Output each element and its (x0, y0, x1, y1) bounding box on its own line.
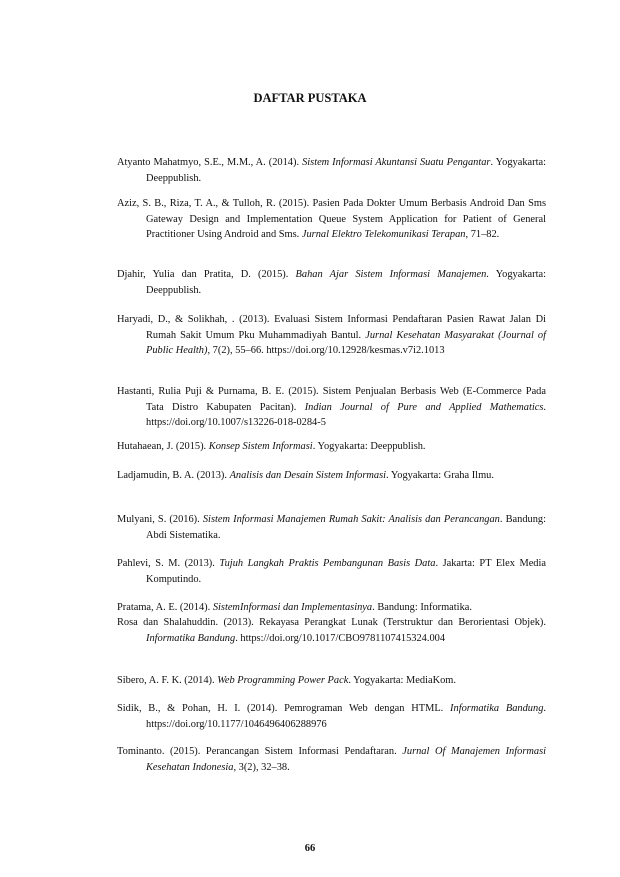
reference-entry (117, 673, 546, 689)
reference-title: Sistem Informasi Manajemen Rumah Sakit: Analisis dan Perancangan (202, 514, 500, 525)
reference-title: Indian Journal of Pure and Applied Mathematics (304, 401, 544, 413)
reference-entry (117, 512, 546, 543)
reference-tail: . Yogyakarta: Deeppublish. (146, 269, 547, 296)
reference-entry (117, 701, 546, 732)
reference-text: Pratama, A. E. (2014). (117, 602, 213, 613)
reference-text: Sibero, A. F. K. (2014). (117, 675, 218, 686)
reference-text: Sidik, B., & Pohan, H. I. (2014). Pemrograman Web dengan HTML. (117, 703, 451, 714)
reference-title: Tujuh Langkah Praktis Pembangunan Basis Data (219, 558, 436, 569)
reference-entry (117, 155, 546, 186)
reference-text: Hutahaean, J. (2015). (117, 441, 209, 452)
reference-tail: . Bandung: Abdi Sistematika. (146, 514, 547, 541)
reference-text: Tominanto. (2015). Perancangan Sistem Informasi Pendaftaran. (117, 746, 403, 757)
reference-entry (117, 439, 546, 455)
reference-tail: . Bandung: Informatika. (372, 602, 472, 613)
reference-text: Djahir, Yulia dan Pratita, D. (2015). (117, 269, 296, 280)
reference-text: Ladjamudin, B. A. (2013). (117, 470, 230, 481)
reference-entry (117, 556, 546, 587)
reference-text: Rosa dan Shalahuddin. (2013). Rekayasa Perangkat Lunak (Terstruktur dan Berorientasi Objek). (117, 617, 546, 628)
reference-title: Sistem Informasi Akuntansi Suatu Pengantar (302, 157, 491, 168)
reference-entry (117, 744, 546, 775)
reference-text: Hastanti, Rulia Puji & Purnama, B. E. (2015). Sistem Penjualan Berbasis Web (E-Commerce Pada Tata Distro Kabupaten Pacitan). (117, 386, 546, 413)
reference-title: Web Programming Power Pack (217, 675, 349, 686)
reference-title: Bahan Ajar Sistem Informasi Manajemen (295, 269, 487, 280)
reference-entry (117, 196, 546, 243)
reference-tail: . Yogyakarta: Deeppublish. (312, 441, 426, 452)
reference-tail: . Jakarta: PT Elex Media Komputindo. (146, 558, 547, 585)
reference-entry (117, 312, 546, 359)
reference-text: Pahlevi, S. M. (2013). (117, 558, 220, 569)
page-number: 66 (304, 843, 316, 854)
page-heading: DAFTAR PUSTAKA (253, 91, 367, 105)
reference-tail: . https://doi.org/10.1177/1046496406288976 (146, 703, 546, 730)
reference-tail: . https://doi.org/10.1007/s13226-018-0284-5 (146, 401, 547, 429)
reference-title: SistemInformasi dan Implementasinya (212, 602, 373, 613)
reference-text: Mulyani, S. (2016). (117, 514, 203, 525)
reference-tail: , 7(2), 55–66. https://doi.org/10.12928/kesmas.v7i2.1013 (207, 345, 445, 357)
reference-title: Jurnal Of Manajemen Informasi Kesehatan Indonesia (146, 746, 546, 773)
reference-tail: . Yogyakarta: MediaKom. (348, 675, 456, 686)
reference-title: Jurnal Elektro Telekomunikasi Terapan (301, 229, 466, 241)
reference-title: Konsep Sistem Informasi (208, 441, 313, 452)
reference-tail: . Yogyakarta: Graha Ilmu. (386, 470, 494, 481)
reference-tail: , 71–82. (465, 229, 500, 241)
reference-entry (117, 384, 546, 431)
reference-text: Atyanto Mahatmyo, S.E., M.M., A. (2014). (117, 157, 303, 168)
reference-title: Informatika Bandung (146, 632, 236, 644)
reference-title: Analisis dan Desain Sistem Informasi (229, 470, 387, 481)
reference-tail: , 3(2), 32–38. (233, 761, 290, 773)
reference-entry (117, 468, 546, 484)
reference-entry (117, 600, 546, 616)
reference-entry (117, 615, 546, 646)
reference-text: Haryadi, D., & Solikhah, . (2013). Evaluasi Sistem Informasi Pendaftaran Pasien Rawat Jalan Di Rumah Sakit Umum Pku Muhammadiyah Bantul. (117, 314, 546, 341)
reference-title: Jurnal Kesehatan Masyarakat (Journal of Public Health) (146, 329, 547, 357)
reference-title: Informatika Bandung (450, 703, 544, 714)
reference-tail: . Yogyakarta: Deeppublish. (146, 157, 547, 184)
reference-entry (117, 267, 546, 298)
reference-tail: . https://doi.org/10.1017/CBO9781107415324.004 (235, 632, 446, 644)
reference-text: Aziz, S. B., Riza, T. A., & Tulloh, R. (2015). Pasien Pada Dokter Umum Berbasis Android Dan Sms Gateway Design and Implementation Queue System Application for Patient of General Practitioner Using Android and Sms. (117, 198, 546, 241)
